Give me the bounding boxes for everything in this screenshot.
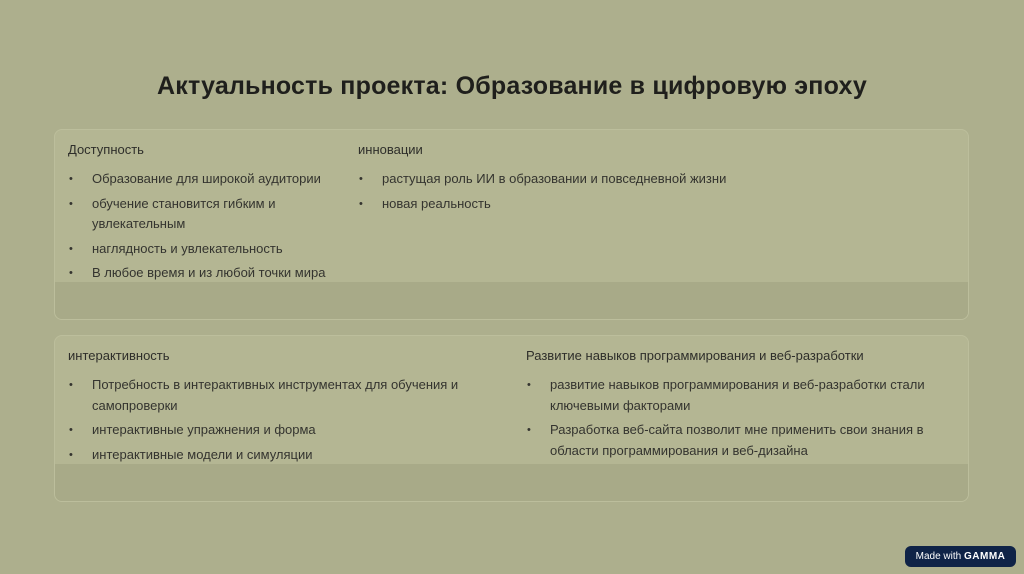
bullet-icon: • (69, 173, 73, 185)
column-heading: интерактивность (68, 348, 170, 363)
list-item: • В любое время и из любой точки мира (68, 263, 338, 284)
bullet-icon: • (69, 448, 73, 461)
column-interactivity (68, 348, 488, 469)
column-heading: инновации (358, 142, 423, 157)
gamma-logo: GAMMA (963, 551, 1006, 562)
slide-title: Актуальность проекта: Образование в цифровую эпоху (157, 72, 867, 100)
list-item: • интерактивные упражнения и форма (68, 420, 488, 441)
bullet-icon: • (359, 197, 363, 210)
made-with-gamma-badge[interactable] (905, 546, 1016, 567)
list-item: • Образование для широкой аудитории (68, 169, 338, 190)
bullet-icon: • (69, 242, 73, 255)
card-footer-band (55, 282, 968, 319)
card-footer-band (55, 464, 968, 501)
bullet-icon: • (359, 173, 363, 185)
bullet-icon: • (69, 197, 73, 210)
list-item: • интерактивные модели и симуляции (68, 445, 488, 466)
bullet-list (526, 375, 946, 461)
bullet-icon: • (69, 267, 73, 279)
bullet-icon: • (69, 379, 73, 391)
list-item: • развитие навыков программирования и веб-разработки стали ключевыми факторами (527, 377, 925, 413)
column-programming-skills (526, 348, 946, 465)
list-item: • обучение становится гибким и увлекательным (69, 195, 276, 231)
bullet-icon: • (527, 424, 531, 436)
list-item: • новая реальность (358, 194, 918, 215)
column-accessibility (68, 142, 338, 288)
list-item: • Потребность в интерактивных инструментах для обучения и самопроверки (69, 377, 459, 413)
column-innovation (358, 142, 918, 218)
badge-prefix: Made with (915, 551, 962, 562)
column-heading: Развитие навыков программирования и веб-разработки (526, 348, 864, 363)
card-interactivity-skills (54, 335, 969, 502)
bullet-list (358, 169, 918, 214)
bullet-list (68, 375, 488, 465)
bullet-list (68, 169, 338, 284)
bullet-icon: • (527, 379, 531, 391)
list-item: • Разработка веб-сайта позволит мне применить свои знания в области программирования и веб-дизайна (527, 422, 924, 458)
column-heading: Доступность (68, 142, 144, 157)
card-accessibility-innovation (54, 129, 969, 320)
list-item: • растущая роль ИИ в образовании и повседневной жизни (358, 169, 918, 190)
bullet-icon: • (69, 424, 73, 436)
list-item: • наглядность и увлекательность (68, 239, 338, 260)
